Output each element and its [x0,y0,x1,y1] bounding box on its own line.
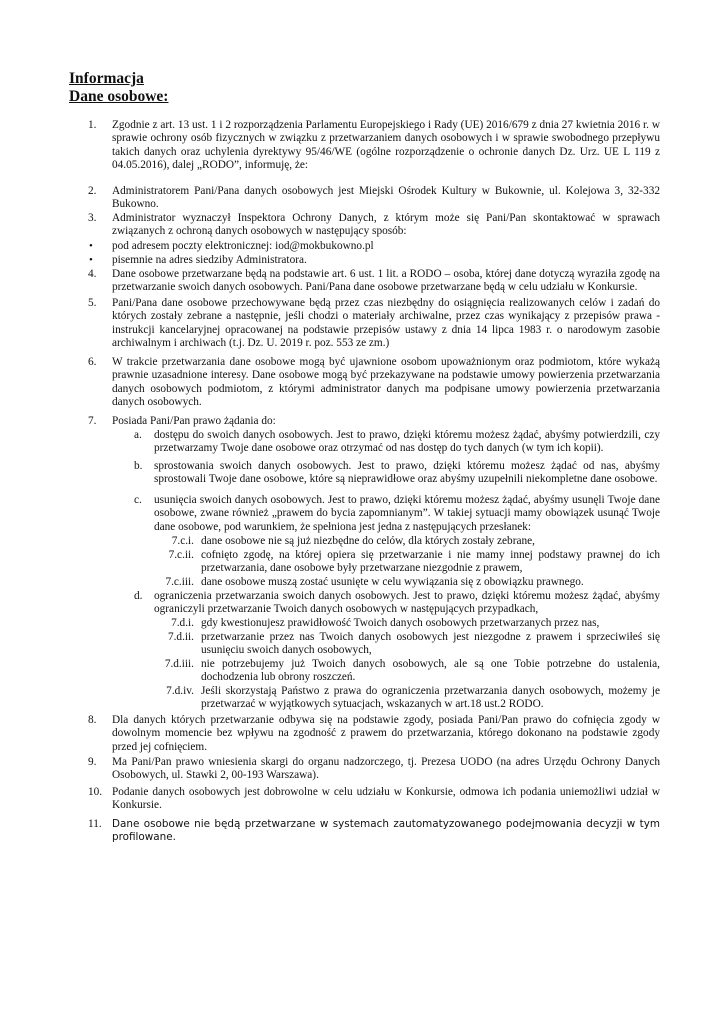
subsub-mark: 7.c.iii. [165,576,194,588]
item-number: 4. [88,268,97,280]
item-text: Posiada Pani/Pan prawo żądania do: [112,415,276,427]
sub-letter: b. [134,460,143,472]
item-text: Zgodnie z art. 13 ust. 1 i 2 rozporządzenia Parlamentu Europejskiego i Rady (UE) 2016/679 z dnia 27 kwietnia 2016 r. w sprawie ochrony osób fizycznych w związku z przetwarzaniem danych osobowych i w sprawie swobodnego przepływu takich danych oraz uchylenia dyrektywy 95/46/WE (ogólne rozporządzenie o ochronie danych Dz. Urz. UE L 119 z 04.05.2016), dalej „RODO”, informuję, że: [112,119,660,172]
item-text: Ma Pani/Pan prawo wniesienia skargi do organu nadzorczego, tj. Prezesa UODO (na adres Urzędu Ochrony Danych Osobowych, ul. Stawki 2, 00-193 Warszawa). [112,756,660,782]
subsub-text: gdy kwestionujesz prawidłowość Twoich danych osobowych przetwarzanych przez nas, [201,617,600,629]
bullet-text: pod adresem poczty elektronicznej: iod@mokbukowno.pl [112,240,374,252]
item-number: 5. [88,297,97,309]
bullet-mark: • [89,254,93,266]
item-text: Administratorem Pani/Pana danych osobowych jest Miejski Ośrodek Kultury w Bukownie, ul. Kolejowa 3, 32-332 Bukowno. [112,185,660,211]
item-text: W trakcie przetwarzania dane osobowe mogą być ujawnione osobom upoważnionym oraz podmiotom, które wykażą prawnie uzasadnione interesy. Dane osobowe mogą być przekazywane na podstawie umowy powierzenia przetwarzania danych osobowych podmiotom, z którymi administrator danych ma podpisane umowy powierzenia przetwarzania danych osobowych. [112,356,660,409]
subsub-text: przetwarzanie przez nas Twoich danych osobowych jest niezgodne z prawem i sprzeciwiłeś się usunięciu swoich danych osobowych, [201,631,660,657]
subsub-text: Jeśli skorzystają Państwo z prawa do ograniczenia przetwarzania danych osobowych, możemy je przetwarzać w wyjątkowych sytuacjach, wskazanych w art.18 ust.2 RODO. [201,685,660,711]
subsub-text: cofnięto zgodę, na której opiera się przetwarzanie i nie mamy innej podstawy prawnej do ich przetwarzania, dane osobowe były przetwarzane niezgodnie z prawem, [201,549,660,575]
sub-letter: c. [134,494,142,506]
bullet-text: pisemnie na adres siedziby Administratora. [112,254,307,266]
item-text: Dla danych których przetwarzanie odbywa się na podstawie zgody, posiada Pani/Pan prawo do cofnięcia zgody w dowolnym momencie bez wpływu na zgodność z prawem do przetwarzania, którego dokonano na podstawie zgody przed jej cofnięciem. [112,714,660,753]
item-text: Dane osobowe nie będą przetwarzane w systemach zautomatyzowanego podejmowania decyzji w tym profilowane. [112,818,660,844]
subsub-text: dane osobowe muszą zostać usunięte w celu wywiązania się z obowiązku prawnego. [201,576,584,588]
subsub-mark: 7.d.iv. [166,685,194,697]
subsub-mark: 7.d.ii. [167,631,194,643]
item-text: Podanie danych osobowych jest dobrowolne w celu udziału w Konkursie, odmowa ich podania uniemożliwi udział w Konkursie. [112,786,660,812]
sub-text: ograniczenia przetwarzania swoich danych osobowych. Jest to prawo, dzięki któremu możesz żądać, abyśmy ograniczyli przetwarzanie Twoich danych osobowych w następujących przypadkach, [154,590,660,616]
item-number: 2. [88,185,97,197]
item-number: 3. [88,212,97,224]
subsub-mark: 7.d.iii. [164,658,194,670]
title-line-1: Informacja [69,70,144,87]
sub-letter: d. [134,590,143,602]
sub-text: sprostowania swoich danych osobowych. Jest to prawo, dzięki któremu możesz żądać od nas, abyśmy sprostowali Twoje dane osobowe, które są nieprawidłowe oraz abyśmy uzupełnili niekompletne dane osobowe. [154,460,660,486]
subsub-text: nie potrzebujemy już Twoich danych osobowych, ale są one Tobie potrzebne do ustalenia, dochodzenia lub obrony roszczeń. [201,658,660,684]
item-number: 10. [88,786,103,798]
item-number: 8. [88,714,97,726]
sub-text: usunięcia swoich danych osobowych. Jest to prawo, dzięki któremu możesz żądać, abyśmy usunęli Twoje dane osobowe, zwane również „prawem do bycia zapomnianym”. W takiej sytuacji mamy obowiązek usunąć Twoje dane osobowe, pod warunkiem, że spełniona jest jedna z następujących przesłanek: [154,494,660,533]
title-line-2: Dane osobowe: [69,88,169,105]
item-text: Dane osobowe przetwarzane będą na podstawie art. 6 ust. 1 lit. a RODO – osoba, której dane dotyczą wyraziła zgodę na przetwarzanie swoich danych osobowych. Pani/Pana dane osobowe przetwarzane będą w celu udziału w Konkursie. [112,268,660,294]
document-title [69,70,168,106]
item-number: 1. [88,119,97,131]
sub-letter: a. [134,429,142,441]
item-text: Administrator wyznaczył Inspektora Ochrony Danych, z którym może się Pani/Pan skontaktować w sprawach związanych z ochroną danych osobowych w następujący sposób: [112,212,660,238]
subsub-text: dane osobowe nie są już niezbędne do celów, dla których zostały zebrane, [201,535,535,547]
subsub-mark: 7.c.i. [171,535,194,547]
bullet-mark: • [89,240,93,252]
item-number: 7. [88,415,97,427]
subsub-mark: 7.c.ii. [168,549,194,561]
item-number: 6. [88,356,97,368]
item-number: 9. [88,756,97,768]
subsub-mark: 7.d.i. [171,617,194,629]
item-number: 11. [88,818,102,830]
item-text: Pani/Pana dane osobowe przechowywane będą przez czas niezbędny do osiągnięcia realizowanych celów i zadań do których zostały zebrane a następnie, jeśli chodzi o materiały archiwalne, przez czas wynikający z przepisów prawa - instrukcji kancelaryjnej opracowanej na podstawie przepisów ustawy z dnia 14 lipca 1983 r. o narodowym zasobie archiwalnym i archiwach (t.j. Dz. U. 2019 r. poz. 553 ze zm.) [112,297,660,350]
sub-text: dostępu do swoich danych osobowych. Jest to prawo, dzięki któremu możesz żądać, abyśmy potwierdzili, czy przetwarzamy Twoje dane osobowe oraz otrzymać od nas dostęp do tych danych (w tym ich kopii). [154,429,660,455]
